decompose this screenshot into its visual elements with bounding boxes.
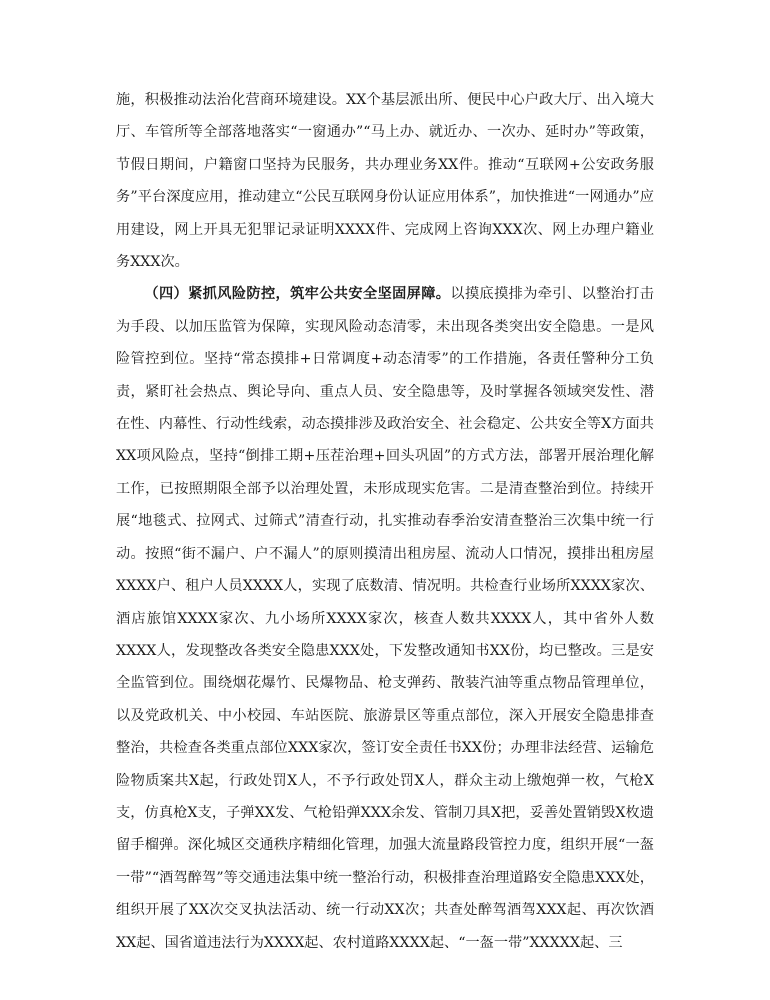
paragraph-continuation — [116, 84, 654, 278]
paragraph-1-text: 施，积极推动法治化营商环境建设。XX个基层派出所、便民中心户政大厅、出入境大厅、车管所等全部落地落实“一窗通办”“马上办、就近办、一次办、延时办”等政策，节假日期间，户籍窗口坚持为民服务，共办理业务XX件。推动“互联网+公安政务服务”平台深度应用，推动建立“公民互联网身份认证应用体系”，加快推进“一网通办”应用建设，网上开具无犯罪记录证明XXXX件、完成网上咨询XXX次、网上办理户籍业务XXX次。 — [116, 92, 654, 271]
paragraph-2-text: 以摸底摸排为牵引、以整治打击为手段、以加压监管为保障，实现风险动态清零，未出现各类突出安全隐患。一是风险管控到位。坚持“常态摸排+日常调度+动态清零”的工作措施，各责任警种分工负责，紧盯社会热点、舆论导向、重点人员、安全隐患等，及时掌握各领域突发性、潜在性、内幕性、行动性线索，动态摸排涉及政治安全、社会稳定、公共安全等X方面共XX项风险点，坚持“倒排工期+压茬治理+回头巩固”的方式方法，部署开展治理化解工作，已按照期限全部予以治理处置，未形成现实危害。二是清查整治到位。持续开展“地毯式、拉网式、过筛式”清查行动，扎实推动春季治安清查整治三次集中统一行动。按照“街不漏户、户不漏人”的原则摸清出租房屋、流动人口情况，摸排出租房屋XXXX户、租户人员XXXX人，实现了底数清、情况明。共检查行业场所XXXX家次、酒店旅馆XXXX家次、九小场所XXXX家次，核查人数共XXXX人，其中省外人数XXXX人，发现整改各类安全隐患XXX处，下发整改通知书XX份，均已整改。三是安全监管到位。围绕烟花爆竹、民爆物品、枪支弹药、散装汽油等重点物品管理单位，以及党政机关、中小校园、车站医院、旅游景区等重点部位，深入开展安全隐患排查整治，共检查各类重点部位XXX家次，签订安全责任书XX份；办理非法经营、运输危险物质案共X起，行政处罚X人，不予行政处罚X人，群众主动上缴炮弹一枚，气枪X支，仿真枪X支，子弹XX发、气枪铅弹XXX余发、管制刀具X把，妥善处置销毁X枚遗留手榴弹。深化城区交通秩序精细化管理，加强大流量路段管控力度，组织开展“一盔一带”“酒驾醉驾”等交通违法集中统一整治行动，积极排查治理道路安全隐患XXX处，组织开展了XX次交叉执法活动、统一行动XX次；共查处醉驾酒驾XXX起、再次饮酒XX起、国省道违法行为XXXX起、农村道路XXXX起、“一盔一带”XXXXX起、三 — [116, 286, 654, 951]
paragraph-risk-control — [116, 278, 654, 959]
section-heading: （四）紧抓风险防控，筑牢公共安全坚固屏障。 — [144, 286, 451, 303]
document-page — [116, 84, 654, 959]
